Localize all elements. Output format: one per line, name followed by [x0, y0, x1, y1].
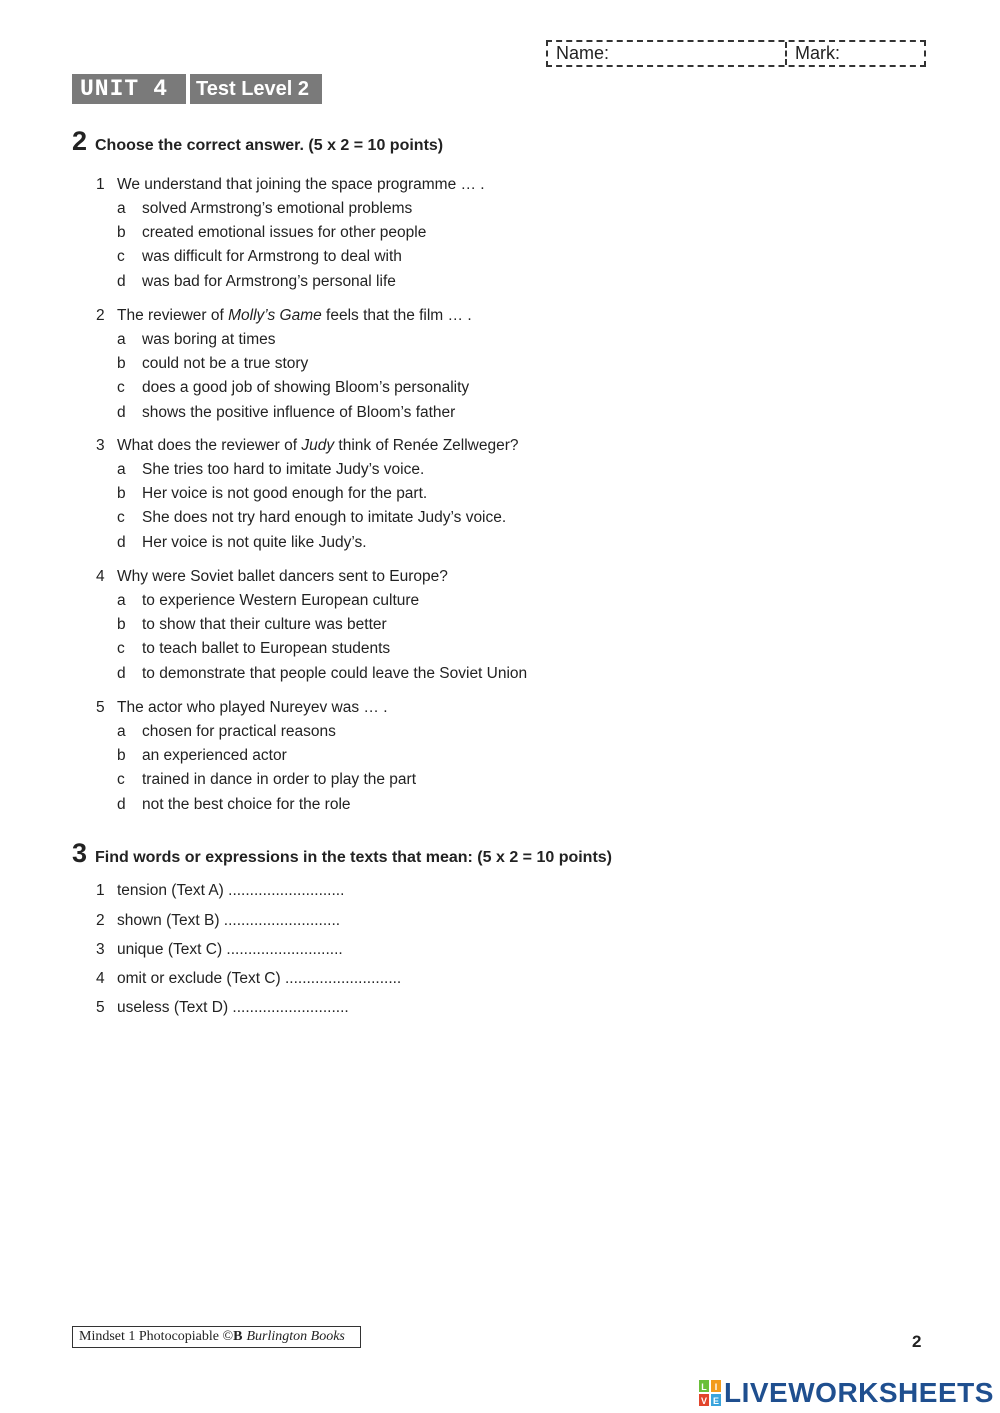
test-level: Test Level 2	[190, 74, 322, 104]
liveworksheets-logo	[698, 1376, 994, 1410]
section-title: Choose the correct answer. (5 x 2 = 10 points)	[95, 137, 444, 154]
vocab-item-3[interactable]	[96, 941, 343, 959]
item-text: unique (Text C) ...........................	[117, 941, 343, 958]
option-text: could not be a true story	[142, 355, 309, 373]
cube-letter: E	[712, 1396, 720, 1406]
option-text: to show that their culture was better	[142, 616, 387, 634]
answer-option-b[interactable]	[117, 224, 426, 242]
page-number: 2	[912, 1332, 922, 1351]
question-4	[96, 568, 448, 586]
vocab-item-5[interactable]	[96, 999, 349, 1017]
answer-option-c[interactable]	[117, 509, 506, 527]
question-text-part: think of Renée Zellweger?	[334, 437, 519, 454]
question-text-part: Why were Soviet ballet dancers sent to Europe?	[117, 568, 448, 585]
item-text: useless (Text D) ...........................	[117, 999, 349, 1016]
option-text: She tries too hard to imitate Judy’s voice.	[142, 461, 425, 478]
liveworksheets-wordmark: LIVEWORKSHEETS	[724, 1377, 994, 1408]
option-text: to experience Western European culture	[142, 592, 420, 609]
question-number: 3	[96, 437, 105, 454]
option-letter: a	[117, 592, 126, 609]
item-text: tension (Text A) ...........................	[117, 882, 345, 899]
option-text: was difficult for Armstrong to deal with	[142, 248, 402, 266]
question-text	[117, 568, 448, 586]
option-letter: d	[117, 795, 126, 813]
option-text: chosen for practical reasons	[142, 723, 336, 740]
item-number: 5	[96, 999, 105, 1016]
answer-option-b[interactable]	[117, 355, 308, 373]
option-text: to demonstrate that people could leave the Soviet Union	[142, 664, 528, 682]
name-field[interactable]	[548, 42, 787, 65]
question-text-part: What does the reviewer of	[117, 437, 302, 454]
item-number: 2	[96, 912, 105, 929]
question-text	[117, 176, 485, 194]
answer-option-a[interactable]	[117, 461, 424, 479]
answer-option-b[interactable]	[117, 485, 427, 503]
vocab-item-2[interactable]	[96, 912, 340, 930]
section-title: Find words or expressions in the texts that mean: (5 x 2 = 10 points)	[95, 849, 613, 866]
question-number: 2	[96, 307, 105, 324]
footer-copyright	[72, 1326, 361, 1348]
answer-option-d[interactable]	[117, 665, 527, 683]
answer-option-b[interactable]	[117, 616, 387, 634]
item-number: 4	[96, 970, 105, 987]
unit-number: 4	[153, 76, 169, 102]
answer-option-a[interactable]	[117, 592, 419, 610]
answer-option-c[interactable]	[117, 379, 469, 397]
question-3	[96, 437, 519, 455]
question-text-part: Molly’s Game	[228, 307, 322, 324]
option-text: Her voice is not quite like Judy’s.	[142, 533, 367, 551]
mark-label: Mark:	[795, 43, 840, 63]
answer-option-d[interactable]	[117, 796, 351, 814]
option-letter: a	[117, 723, 126, 740]
question-text-part: The actor who played Nureyev was … .	[117, 699, 388, 716]
option-letter: c	[117, 248, 125, 266]
option-text: shows the positive influence of Bloom’s father	[142, 403, 456, 421]
question-number: 1	[96, 176, 105, 193]
option-text: She does not try hard enough to imitate Judy’s voice.	[142, 509, 507, 527]
question-text	[117, 307, 472, 325]
option-letter: c	[117, 509, 125, 527]
answer-option-c[interactable]	[117, 248, 402, 266]
option-letter: d	[117, 664, 126, 682]
option-letter: c	[117, 640, 125, 658]
section-number: 3	[72, 838, 88, 868]
section-3-header	[72, 838, 612, 869]
option-text: trained in dance in order to play the part	[142, 771, 417, 789]
answer-option-c[interactable]	[117, 771, 416, 789]
unit-header	[72, 74, 322, 104]
burlington-brand: Burlington Books	[246, 1329, 345, 1344]
answer-option-a[interactable]	[117, 723, 336, 741]
cube-letter: V	[700, 1396, 708, 1406]
option-text: an experienced actor	[142, 747, 287, 765]
copyright-text: Mindset 1 Photocopiable ©	[79, 1329, 234, 1344]
cube-letter: L	[701, 1382, 707, 1392]
unit-word: UNIT	[80, 76, 140, 102]
option-text: was bad for Armstrong’s personal life	[142, 272, 396, 290]
option-letter: a	[117, 461, 126, 478]
name-label: Name:	[556, 43, 610, 63]
answer-option-d[interactable]	[117, 404, 455, 422]
question-text-part: The reviewer of	[117, 307, 229, 324]
question-text	[117, 699, 388, 717]
answer-option-a[interactable]	[117, 331, 276, 349]
item-number: 3	[96, 941, 105, 958]
option-letter: b	[117, 224, 126, 242]
option-text: created emotional issues for other people	[142, 224, 427, 242]
option-letter: d	[117, 272, 126, 290]
option-letter: b	[117, 747, 126, 765]
question-text-part: Judy	[301, 437, 335, 454]
option-letter: b	[117, 355, 126, 373]
section-number: 2	[72, 126, 88, 156]
option-text: was boring at times	[142, 331, 276, 348]
option-letter: d	[117, 403, 126, 421]
option-text: not the best choice for the role	[142, 795, 351, 813]
question-text	[117, 437, 519, 455]
option-letter: a	[117, 331, 126, 348]
question-2	[96, 307, 472, 325]
answer-option-d[interactable]	[117, 273, 396, 291]
answer-option-c[interactable]	[117, 640, 390, 658]
option-letter: a	[117, 200, 126, 217]
answer-option-a[interactable]	[117, 200, 412, 218]
question-5	[96, 699, 388, 717]
liveworksheets-cubes-icon	[698, 1379, 722, 1407]
vocab-item-4[interactable]	[96, 970, 401, 988]
option-text: does a good job of showing Bloom’s personality	[142, 379, 470, 397]
item-number: 1	[96, 882, 105, 899]
burlington-logo-mark: B	[233, 1329, 243, 1344]
item-text: shown (Text B) ...........................	[117, 912, 341, 929]
name-mark-box	[546, 40, 926, 67]
question-1	[96, 176, 485, 194]
mark-field[interactable]	[787, 42, 924, 65]
item-text: omit or exclude (Text C) ...........................	[117, 970, 402, 987]
option-letter: c	[117, 771, 125, 789]
question-text-part: feels that the film … .	[321, 307, 472, 324]
question-text-part: We understand that joining the space programme … .	[117, 176, 485, 193]
option-text: Her voice is not good enough for the part.	[142, 485, 428, 503]
cube-letter: I	[714, 1382, 718, 1392]
vocab-item-1[interactable]	[96, 882, 344, 900]
option-letter: c	[117, 379, 125, 397]
option-letter: d	[117, 533, 126, 551]
question-number: 4	[96, 568, 105, 585]
answer-option-d[interactable]	[117, 534, 367, 552]
option-letter: b	[117, 616, 126, 634]
unit-badge	[72, 74, 186, 104]
option-text: solved Armstrong’s emotional problems	[142, 200, 413, 217]
answer-option-b[interactable]	[117, 747, 287, 765]
section-2-header	[72, 126, 443, 157]
option-text: to teach ballet to European students	[142, 640, 391, 658]
question-number: 5	[96, 699, 105, 716]
option-letter: b	[117, 485, 126, 503]
